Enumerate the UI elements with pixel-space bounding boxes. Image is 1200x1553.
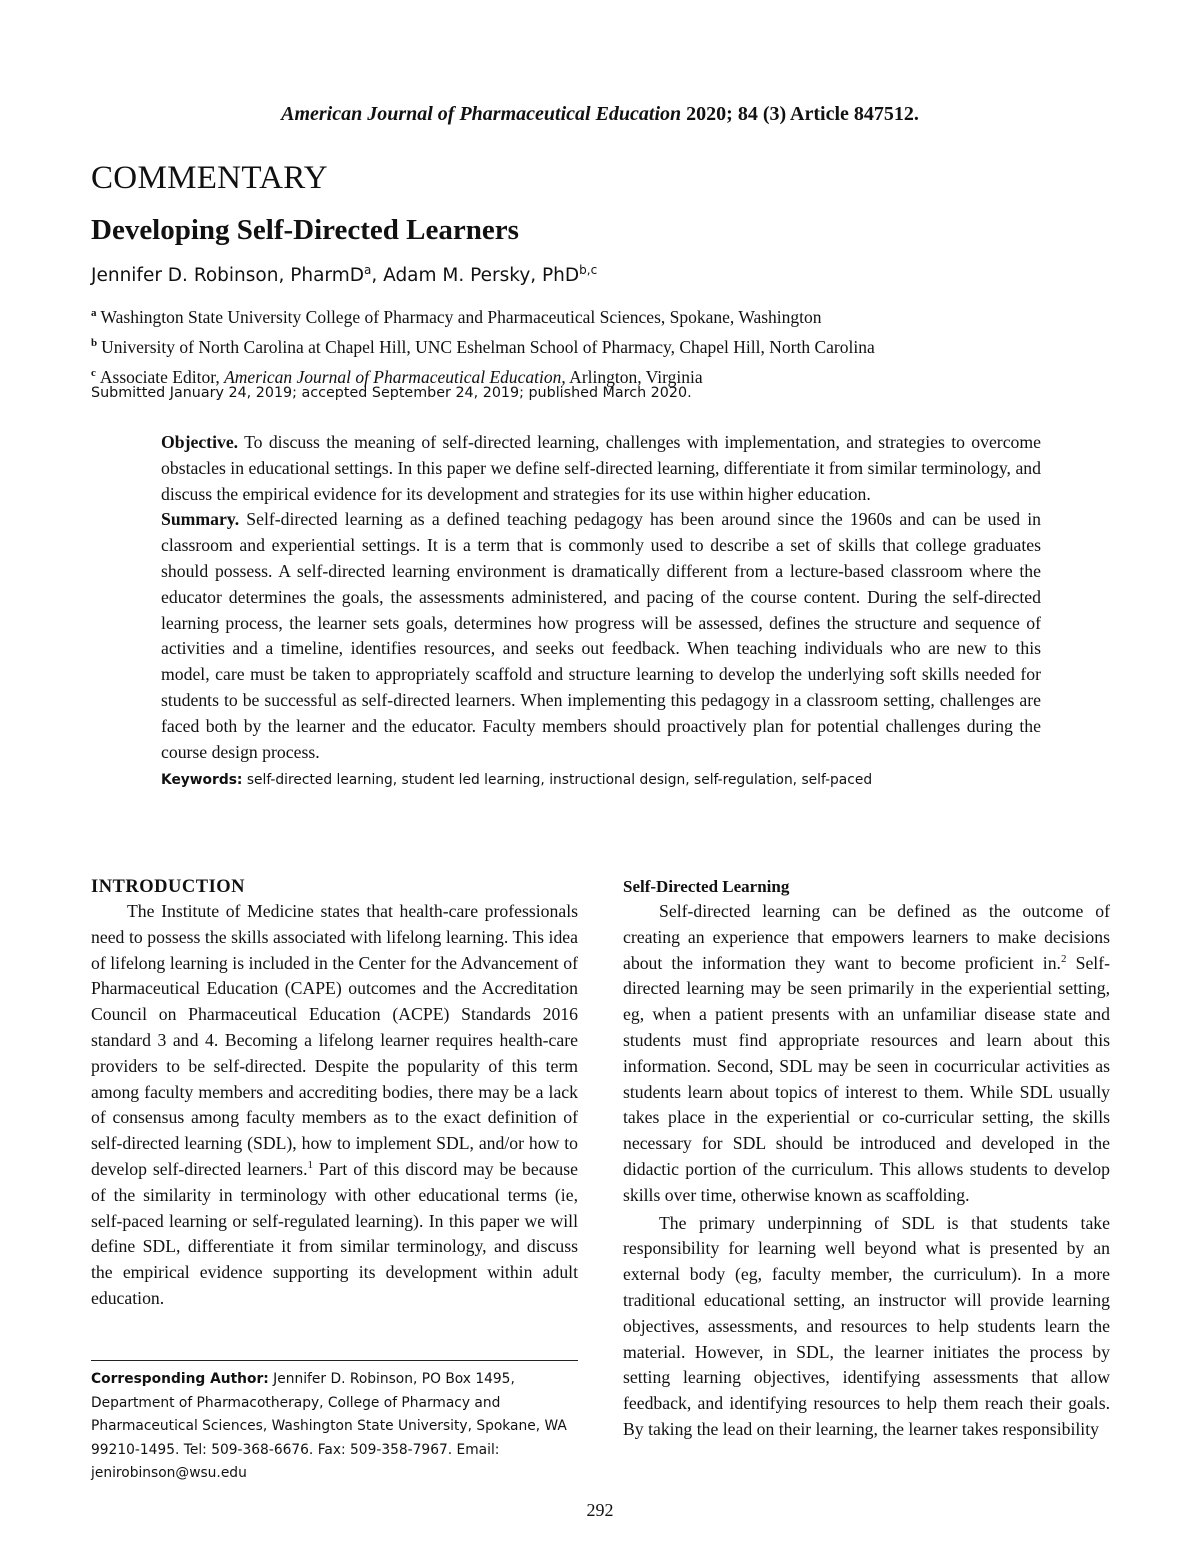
author-name: Jennifer D. Robinson, PharmD bbox=[91, 265, 364, 287]
section-type: COMMENTARY bbox=[91, 160, 328, 196]
affiliation-mark: c bbox=[91, 366, 96, 379]
keywords-text: self-directed learning, student led learning, instructional design, self-regulation, self-paced bbox=[242, 772, 873, 789]
paragraph-text: Self-directed learning can be defined as the outcome of creating an experience that empowers learners to make decisions about the information they want to become proficient in. bbox=[623, 901, 1110, 973]
affiliation-text: , Arlington, Virginia bbox=[561, 366, 703, 387]
left-column bbox=[91, 875, 578, 1312]
page-number: 292 bbox=[586, 1500, 614, 1520]
keywords-label: Keywords: bbox=[161, 772, 243, 789]
affiliations bbox=[91, 300, 1121, 389]
citation-ref: 2 bbox=[1060, 952, 1067, 965]
objective-label: Objective. bbox=[161, 432, 239, 452]
sdl-paragraph: The primary underpinning of SDL is that students take responsibility for learning well beyond what is presented by an external body (eg, faculty member, the curriculum). In a more traditional educational setting, an instructor will provide learning objectives, assessments, and resources to help students learn the material. However, in SDL, the learner initiates the process by setting learning objectives, identifying assessments that allow feedback, and identifying resources to help them reach their goals. By taking the lead on their learning, the learner takes responsibility bbox=[623, 1212, 1110, 1439]
corresponding-author-label: Corresponding Author: bbox=[91, 1371, 269, 1387]
corresponding-author bbox=[91, 1368, 578, 1486]
abstract-summary bbox=[161, 507, 1041, 765]
keywords bbox=[161, 767, 1041, 793]
author-name: Adam M. Persky, PhD bbox=[383, 265, 580, 287]
citation-ref: 1 bbox=[307, 1159, 313, 1172]
affiliation-text: Associate Editor, bbox=[99, 366, 225, 387]
paragraph-text: Self-directed learning may be seen primarily in the experiential setting, eg, when a patient presents with an unfamiliar disease state and students must find appropriate resources and learn about this information. Second, SDL may be seen in cocurricular activities as students learn about topics of interest to them. While SDL usually takes place in the experiential or co-curricular setting, the skills necessary for SDL should be introduced and developed in the didactic portion of the curriculum. This allows students to develop skills over time, otherwise known as scaffolding. bbox=[623, 952, 1110, 1205]
affiliation-mark: b bbox=[91, 336, 98, 349]
affiliation-journal: American Journal of Pharmaceutical Education bbox=[224, 366, 562, 387]
journal-header bbox=[0, 103, 1200, 126]
affiliation-text: Washington State University College of Pharmacy and Pharmaceutical Sciences, Spokane, Washington bbox=[100, 306, 822, 327]
right-column bbox=[623, 875, 1110, 1443]
author-separator: , bbox=[371, 265, 384, 287]
abstract-objective bbox=[161, 430, 1041, 507]
objective-text: To discuss the meaning of self-directed learning, challenges with implementation, and strategies to overcome obstacles in educational settings. In this paper we define self-directed learning, differentiate it from similar terminology, and discuss the empirical evidence for its development and strategies for its use within higher education. bbox=[161, 432, 1041, 504]
author-affiliation-mark: a bbox=[363, 263, 372, 277]
journal-name: American Journal of Pharmaceutical Education bbox=[281, 103, 682, 125]
sdl-paragraph bbox=[623, 899, 1110, 1209]
summary-label: Summary. bbox=[161, 509, 240, 530]
summary-text: Self-directed learning as a defined teaching pedagogy has been around since the 1960s and can be used in classroom and experiential settings. It is a term that is commonly used to describe a set of skills that college graduates should possess. A self-directed learning environment is dramatically different from a lecture-based classroom where the educator determines the goals, the assessments administered, and pacing of the course content. During the self-directed learning process, the learner sets goals, determines how progress will be assessed, defines the structure and sequence of activities and a timeline, identifies resources, and seeks out feedback. When teaching individuals who are new to this model, care must be taken to appropriately scaffold and structure learning to develop the underlying soft skills needed for students to be successful as self-directed learners. When implementing this pedagogy in a classroom setting, challenges are faced both by the learner and the educator. Faculty members should proactively plan for potential challenges during the course design process. bbox=[161, 509, 1041, 762]
introduction-paragraph bbox=[91, 899, 578, 1312]
affiliation bbox=[91, 330, 1121, 360]
article-title: Developing Self-Directed Learners bbox=[91, 214, 519, 246]
publication-dates: Submitted January 24, 2019; accepted September 24, 2019; published March 2020. bbox=[91, 385, 692, 401]
journal-citation: 2020; 84 (3) Article 847512. bbox=[686, 103, 919, 125]
affiliation-mark: a bbox=[91, 307, 97, 319]
paragraph-text: Part of this discord may be because of the similarity in terminology with other educational terms (ie, self-paced learning or self-regulated learning). In this paper we will define SDL, differentiate it from similar terminology, and discuss the empirical evidence supporting its development within adult education. bbox=[91, 1158, 578, 1308]
paragraph-text: The Institute of Medicine states that health-care professionals need to possess the skills associated with lifelong learning. This idea of lifelong learning is included in the Center for the Advancement of Pharmaceutical Education (CAPE) outcomes and the Accreditation Council on Pharmaceutical Education (ACPE) Standards 2016 standard 3 and 4. Becoming a lifelong learner requires health-care providers to be self-directed. Despite the popularity of this term among faculty members and accrediting bodies, there may be a lack of consensus among faculty members as to the exact definition of self-directed learning (SDL), how to implement SDL, and/or how to develop self-directed learners. bbox=[91, 901, 578, 1179]
affiliation bbox=[91, 300, 1121, 330]
author-affiliation-mark: b,c bbox=[579, 263, 598, 277]
affiliation-text: University of North Carolina at Chapel Hill, UNC Eshelman School of Pharmacy, Chapel Hill, North Carolina bbox=[101, 336, 875, 357]
footnote-divider bbox=[91, 1360, 578, 1361]
sdl-heading: Self-Directed Learning bbox=[623, 877, 790, 896]
author-line bbox=[91, 263, 597, 286]
corresponding-author-text: Jennifer D. Robinson, PO Box 1495, Department of Pharmacotherapy, College of Pharmacy and Pharmaceutical Sciences, Washington State University, Spokane, WA 99210-1495. Tel: 509-368-6676. Fax: 509-358-7967. Email: jenirobinson@wsu.edu bbox=[91, 1371, 567, 1481]
introduction-heading: INTRODUCTION bbox=[91, 877, 246, 897]
abstract bbox=[161, 430, 1041, 793]
